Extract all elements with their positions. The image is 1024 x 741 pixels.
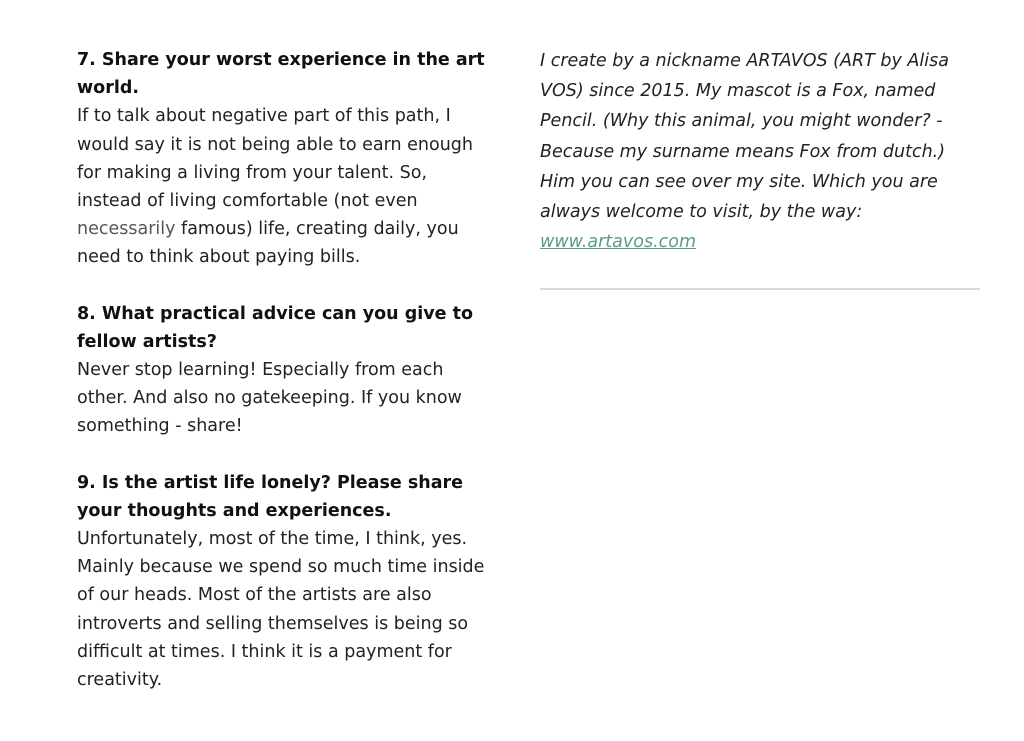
artist-intro-text	[540, 46, 980, 257]
section-divider	[540, 288, 980, 290]
question-7: 7. Share your worst experience in the art world.	[77, 50, 485, 99]
answer-7-part-1: If to talk about negative part of this path, I would say it is not being able to earn enough for making a living from your talent. So, instead of living comfortable (not even	[77, 106, 473, 212]
answer-7-part-3: famous) life, creating daily, you need to think about paying bills.	[77, 219, 459, 268]
question-8: 8. What practical advice can you give to fellow artists?	[77, 303, 473, 352]
interview-left-column	[77, 46, 497, 722]
qa-item-7	[77, 46, 497, 272]
artavos-website-link[interactable]: www.artavos.com	[540, 232, 697, 253]
answer-7-word-necessarily: necessarily	[77, 219, 176, 240]
artist-intro-body: I create by a nickname ARTAVOS (ART by Alisa VOS) since 2015. My mascot is a Fox, named Pencil. (Why this animal, you might wonder? - Because my surname means Fox from dutch.) Him you can see over my site. Which you are always welcome to visit, by the way:	[540, 51, 949, 223]
answer-9: Unfortunately, most of the time, I think, yes. Mainly because we spend so much time inside of our heads. Most of the artists are also introverts and selling themselves is being so difficult at times. I think it is a payment for creativity.	[77, 529, 485, 691]
answer-7	[77, 102, 497, 271]
qa-item-9	[77, 469, 497, 695]
question-9: 9. Is the artist life lonely? Please share your thoughts and experiences.	[77, 472, 464, 521]
artist-intro-column	[540, 46, 980, 257]
qa-item-8	[77, 300, 497, 441]
answer-8: Never stop learning! Especially from each other. And also no gatekeeping. If you know something - share!	[77, 360, 462, 437]
